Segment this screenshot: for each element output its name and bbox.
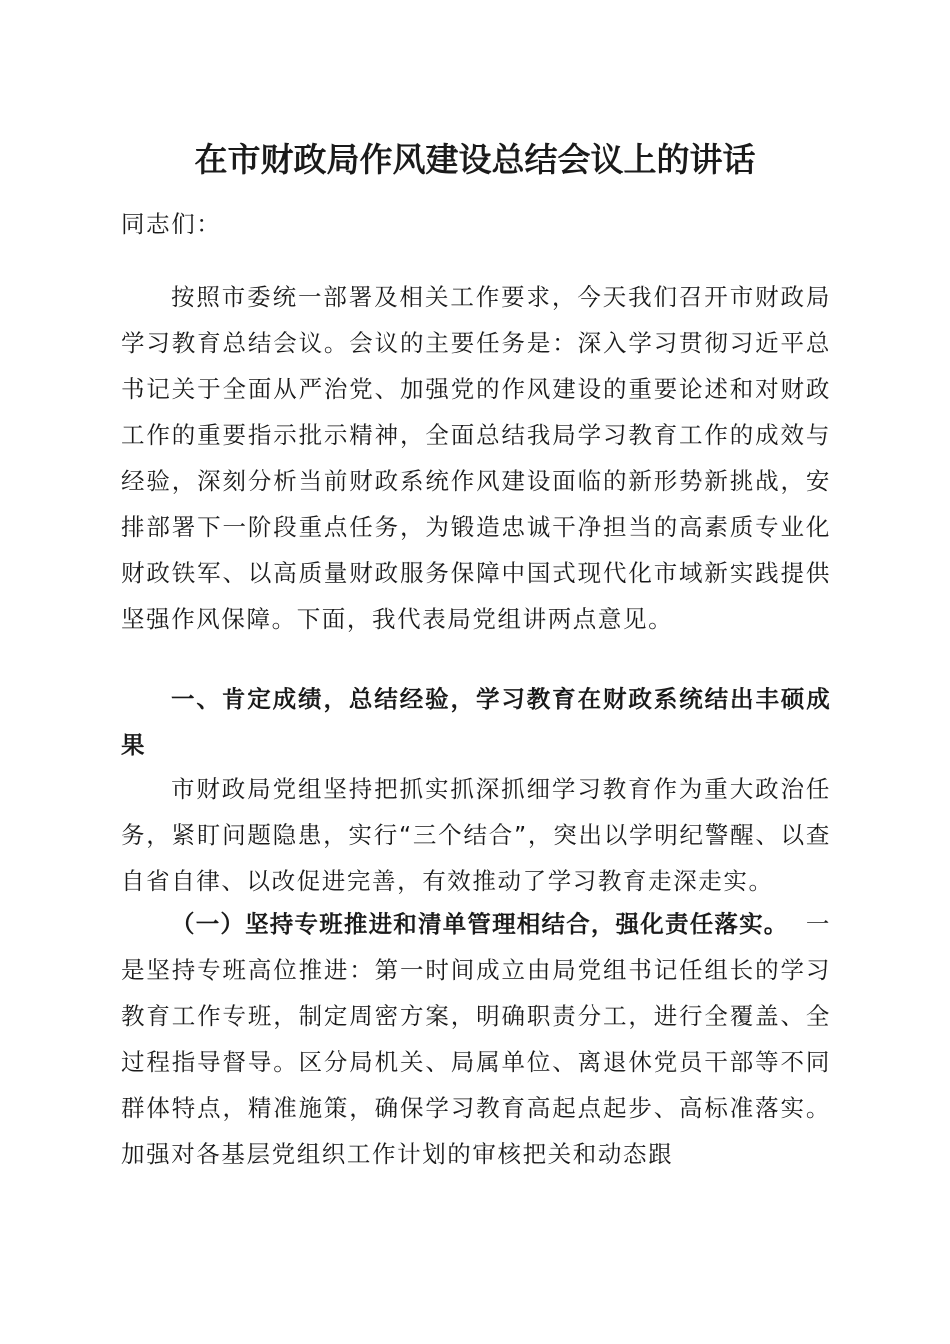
section-one-intro-paragraph: 市财政局党组坚持把抓实抓深抓细学习教育作为重大政治任务，紧盯问题隐患，实行“三个结合”，突出以学明纪警醒、以查自省自律、以改促进完善，有效推动了学习教育走深走实。 xyxy=(121,775,831,895)
sub-heading-one: （一）坚持专班推进和清单管理相结合，强化责任落实。 xyxy=(171,910,789,938)
intro-paragraph: 按照市委统一部署及相关工作要求，今天我们召开市财政局学习教育总结会议。会议的主要任务是：深入学习贯彻习近平总书记关于全面从严治党、加强党的作风建设的重要论述和对财政工作的重要指示批示精神，全面总结我局学习教育工作的成效与经验，深刻分析当前财政系统作风建设面临的新形势新挑战，安排部署下一阶段重点任务，为锻造忠诚干净担当的高素质专业化财政铁军、以高质量财政服务保障中国式现代化市域新实践提供坚强作风保障。下面，我代表局党组讲两点意见。 xyxy=(121,283,831,633)
greeting: 同志们： xyxy=(121,210,222,238)
sub-section-one-text: 一是坚持专班高位推进：第一时间成立由局党组书记任组长的学习教育工作专班，制定周密方案，明确职责分工，进行全覆盖、全过程指导督导。区分局机关、局属单位、离退休党员干部等不同群体特点，精准施策，确保学习教育高起点起步、高标准落实。加强对各基层党组织工作计划的审核把关和动态跟 xyxy=(121,910,831,1168)
section-heading-one: 一、肯定成绩，总结经验，学习教育在财政系统结出丰硕成果 xyxy=(121,685,831,759)
sub-section-one xyxy=(121,901,831,1177)
document-title: 在市财政局作风建设总结会议上的讲话 xyxy=(194,140,756,179)
